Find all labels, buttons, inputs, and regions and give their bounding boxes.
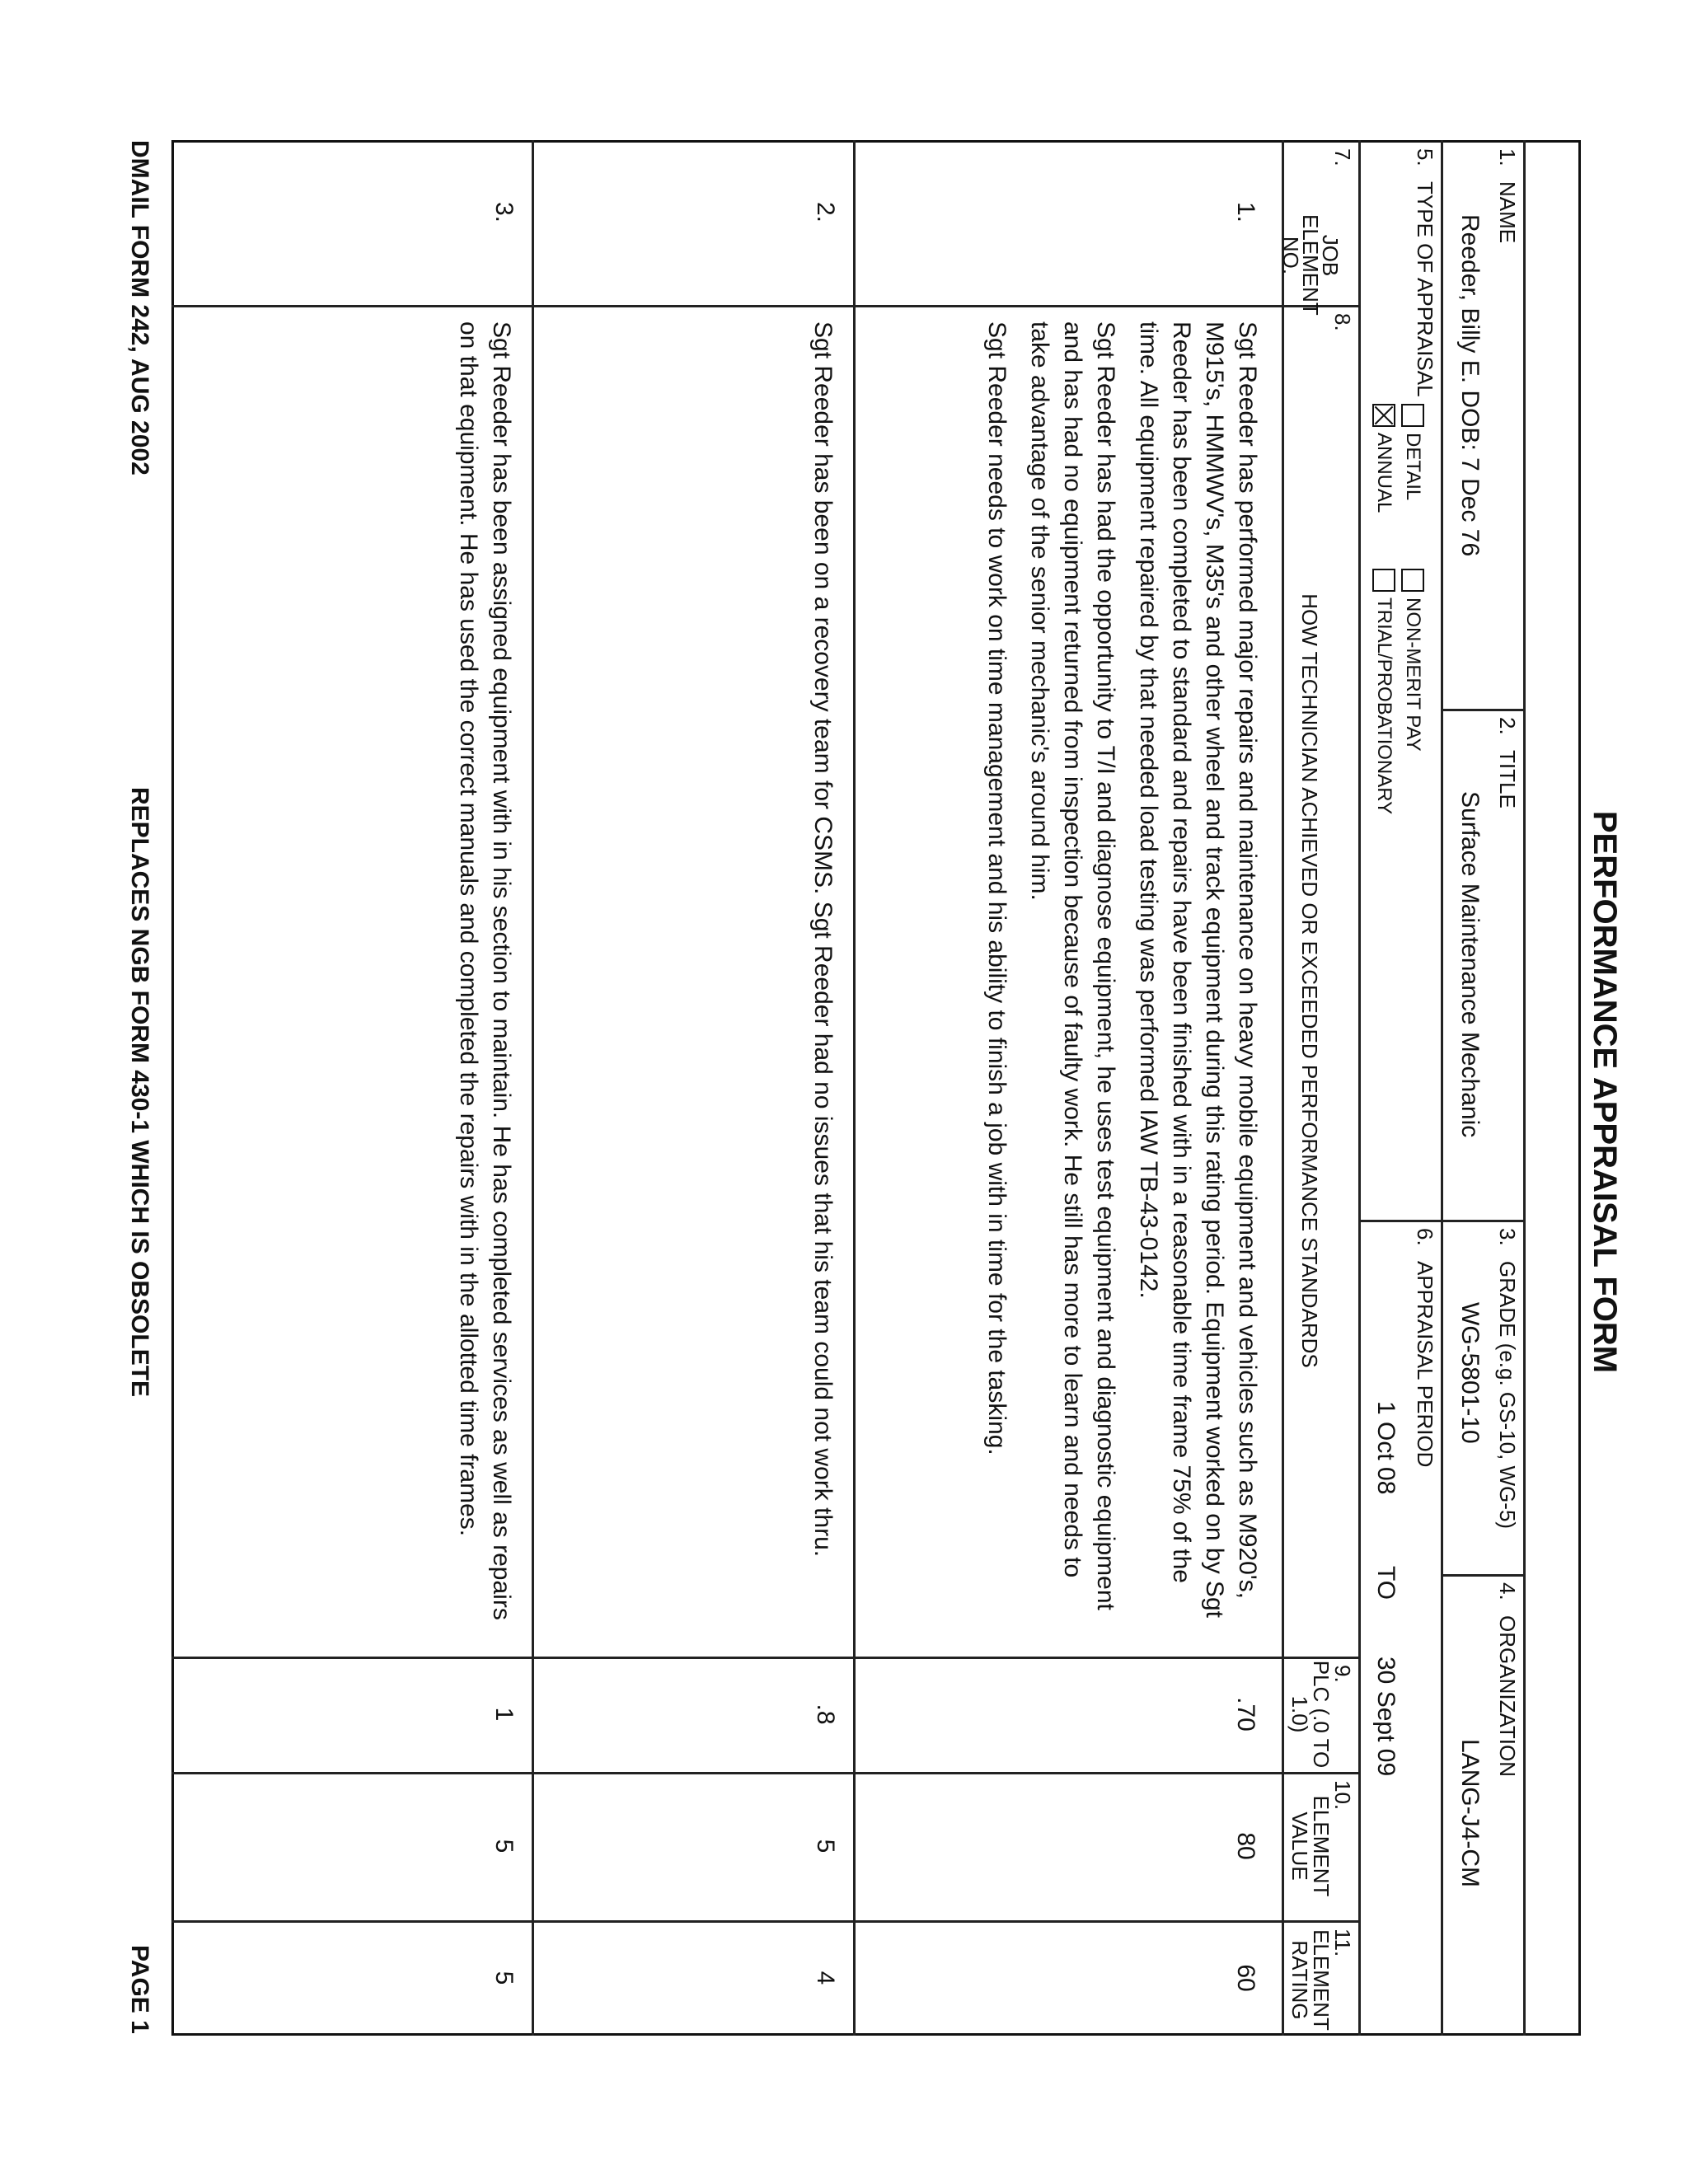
element-value: 5 xyxy=(812,1839,839,1854)
divider xyxy=(1358,140,1361,2036)
period-to-label: TO xyxy=(1372,1566,1400,1601)
title-label: TITLE xyxy=(1495,750,1520,808)
trial-probationary-option-label: TRIAL/PROBATIONARY xyxy=(1373,598,1395,815)
name-value: Reeder, Billy E. DOB: 7 Dec 76 xyxy=(1456,214,1484,557)
annual-checkbox[interactable] xyxy=(1372,404,1395,427)
field-number: 4. xyxy=(1495,1582,1520,1601)
grade-value: WG-5801-10 xyxy=(1456,1302,1484,1444)
non-merit-pay-option-label: NON-MERIT PAY xyxy=(1402,598,1424,752)
how-header: HOW TECHNICIAN ACHIEVED OR EXCEEDED PERFORMANCE STANDARDS xyxy=(1297,593,1322,1368)
organization-value: LANG-J4-CM xyxy=(1456,1739,1484,1888)
element-narrative xyxy=(806,321,839,1624)
non-merit-pay-checkbox[interactable] xyxy=(1401,569,1424,592)
period-from: 1 Oct 08 xyxy=(1372,1401,1400,1495)
plc-value: 1 xyxy=(490,1707,518,1722)
column-number: 8. xyxy=(1330,313,1355,331)
detail-checkbox[interactable] xyxy=(1401,404,1424,427)
element-number: 1. xyxy=(1232,202,1259,223)
element-narrative xyxy=(452,321,518,1624)
narrative-paragraph: Sgt Reeder needs to work on time management and his ability to finish a job with in time for the tasking. xyxy=(983,321,1010,1455)
element-value: 5 xyxy=(490,1839,518,1854)
element-rating: 60 xyxy=(1232,1964,1259,1992)
replaces-note: REPLACES NGB FORM 430-1 WHICH IS OBSOLETE xyxy=(126,786,153,1398)
divider xyxy=(853,140,856,2036)
element-rating: 4 xyxy=(812,1971,839,1985)
form-title: PERFORMANCE APPRAISAL FORM xyxy=(1587,810,1623,1374)
divider xyxy=(171,1920,1361,1923)
narrative-paragraph: Sgt Reeder has been on a recovery team for CSMS. Sgt Reeder had no issues that his team could not work thru. xyxy=(809,321,837,1558)
appraisal-type-label: TYPE OF APPRAISAL xyxy=(1413,181,1437,397)
plc-value: .70 xyxy=(1232,1697,1259,1732)
element-number: 3. xyxy=(490,202,518,223)
trial-probationary-checkbox[interactable] xyxy=(1372,569,1395,592)
page-number: PAGE 1 xyxy=(126,1945,153,2034)
annual-option-label: ANNUAL xyxy=(1373,433,1395,513)
divider xyxy=(1441,140,1443,2036)
element-rating: 5 xyxy=(490,1971,518,1985)
column-number: 10. xyxy=(1330,1780,1355,1811)
organization-label: ORGANIZATION xyxy=(1495,1615,1520,1777)
field-number: 3. xyxy=(1495,1228,1520,1246)
divider xyxy=(171,1657,1361,1659)
title-value: Surface Maintenance Mechanic xyxy=(1456,791,1484,1138)
divider xyxy=(1443,1220,1526,1222)
plc-header: PLC (.0 TO 1.0) xyxy=(1287,1660,1334,1769)
plc-value: .8 xyxy=(812,1704,839,1725)
divider xyxy=(171,305,1361,307)
grade-label: GRADE (e.g. GS-10, WG-5) xyxy=(1495,1261,1520,1530)
element-narrative xyxy=(980,321,1264,1624)
element-value: 80 xyxy=(1232,1832,1259,1860)
field-number: 5. xyxy=(1413,148,1437,166)
narrative-paragraph: Sgt Reeder has had the opportunity to T/I and diagnose equipment, he uses test equipment and diagnostic equipment and has had no equipment returned from inspection because of faulty work. He still has more to learn and needs to take advantage of the senior mechanic's around him. xyxy=(1026,321,1119,1610)
column-number: 7. xyxy=(1330,148,1355,166)
field-number: 1. xyxy=(1495,148,1520,166)
narrative-paragraph: Sgt Reeder has performed major repairs and maintenance on heavy mobile equipment and vehicles such as M920's, M915's, HMMWV's, M35's and other wheel and track equipment during this rating period. Equipment worked on by Sgt Reeder has been completed to standard and repairs have been finished with in a reasonable time frame 75% of the time. All equipment repaired by that needed load testing was performed IAW TB-43-0142. xyxy=(1135,321,1261,1618)
form-frame xyxy=(171,140,1581,2036)
name-label: NAME xyxy=(1495,181,1520,244)
divider xyxy=(532,140,534,2036)
element-value-header: ELEMENT VALUE xyxy=(1287,1795,1334,1897)
period-to: 30 Sept 09 xyxy=(1372,1657,1400,1777)
field-number: 2. xyxy=(1495,717,1520,735)
divider xyxy=(1443,1574,1526,1577)
appraisal-period-label: APPRAISAL PERIOD xyxy=(1413,1261,1437,1468)
divider xyxy=(171,1772,1361,1774)
detail-option-label: DETAIL xyxy=(1402,433,1424,501)
job-element-header: JOB ELEMENT NO. xyxy=(1278,214,1343,316)
divider xyxy=(1523,140,1526,2036)
column-number: 9. xyxy=(1330,1665,1355,1683)
form-id: DMAIL FORM 242, AUG 2002 xyxy=(126,140,153,476)
divider xyxy=(1443,709,1526,711)
field-number: 6. xyxy=(1413,1228,1437,1246)
divider xyxy=(1361,1220,1443,1222)
column-number: 11. xyxy=(1330,1929,1355,1957)
divider xyxy=(1282,140,1284,2036)
element-number: 2. xyxy=(812,202,839,223)
narrative-paragraph: Sgt Reeder has been assigned equipment with in his section to maintain. He has completed services as well as repairs on that equipment. He has used the correct manuals and completed the repairs with in the allotted time frames. xyxy=(455,321,515,1620)
element-rating-header: ELEMENT RATING xyxy=(1287,1929,1334,2031)
